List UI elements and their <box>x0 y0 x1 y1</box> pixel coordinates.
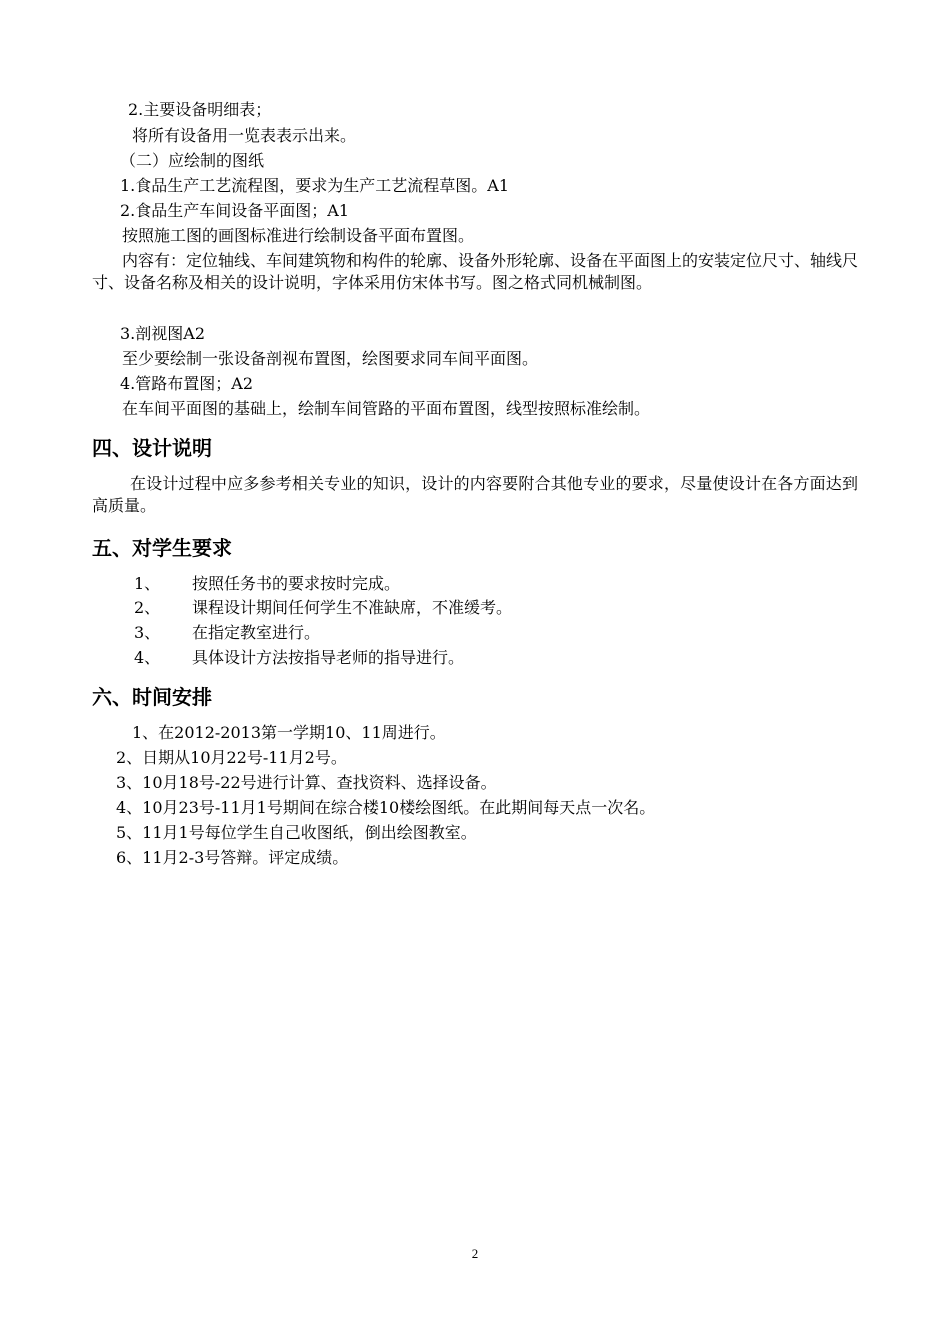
schedule-item: 6、11月2-3号答辩。评定成绩。 <box>116 848 349 867</box>
drawings-subtitle: （二）应绘制的图纸 <box>120 151 265 170</box>
drawing-item-4-paragraph: 在车间平面图的基础上，绘制车间管路的平面布置图，线型按照标准绘制。 <box>122 399 651 418</box>
drawing-item-1: 1.食品生产工艺流程图，要求为生产工艺流程草图。A1 <box>120 176 510 195</box>
schedule-item: 3、10月18号-22号进行计算、查找资料、选择设备。 <box>116 773 497 792</box>
list-item-number: 4、 <box>134 648 161 667</box>
schedule-item: 5、11月1号每位学生自己收图纸，倒出绘图教室。 <box>116 823 477 842</box>
schedule-item: 2、日期从10月22号-11月2号。 <box>116 748 347 767</box>
list-item-number: 1、 <box>134 574 161 593</box>
list-item: 具体设计方法按指导老师的指导进行。 <box>192 648 465 667</box>
deliverable-item-2-desc: 将所有设备用一览表表示出来。 <box>132 126 357 145</box>
drawing-item-2-paragraph-2: 内容有：定位轴线、车间建筑物和构件的轮廓、设备外形轮廓、设备在平面图上的安装定位尺寸、轴线尺寸、设备名称及相关的设计说明，字体采用仿宋体书写。图之格式同机械制图。 <box>92 251 859 292</box>
list-item: 在指定教室进行。 <box>192 623 321 642</box>
drawing-item-3-paragraph: 至少要绘制一张设备剖视布置图，绘图要求同车间平面图。 <box>122 349 539 368</box>
drawing-item-2: 2.食品生产车间设备平面图；A1 <box>120 201 350 220</box>
page-number: 2 <box>471 1246 479 1261</box>
section-6-heading: 六、时间安排 <box>92 685 212 709</box>
list-item-number: 2、 <box>134 598 161 617</box>
section-5-heading: 五、对学生要求 <box>92 536 232 560</box>
list-item: 按照任务书的要求按时完成。 <box>192 574 401 593</box>
list-item-number: 3、 <box>134 623 161 642</box>
drawing-item-2-paragraph-1: 按照施工图的画图标准进行绘制设备平面布置图。 <box>122 226 475 245</box>
schedule-item: 1、在2012-2013第一学期10、11周进行。 <box>132 723 446 742</box>
section-4-heading: 四、设计说明 <box>92 436 212 460</box>
drawing-item-3: 3.剖视图A2 <box>120 324 206 343</box>
list-item: 课程设计期间任何学生不准缺席，不准缓考。 <box>192 598 513 617</box>
schedule-item: 4、10月23号-11月1号期间在综合楼10楼绘图纸。在此期间每天点一次名。 <box>116 798 656 817</box>
section-4-body: 在设计过程中应多参考相关专业的知识，设计的内容要附合其他专业的要求，尽量使设计在各方面达到高质量。 <box>92 474 858 515</box>
drawing-item-4: 4.管路布置图；A2 <box>120 374 254 393</box>
deliverable-item-2: 2.主要设备明细表； <box>128 100 272 119</box>
